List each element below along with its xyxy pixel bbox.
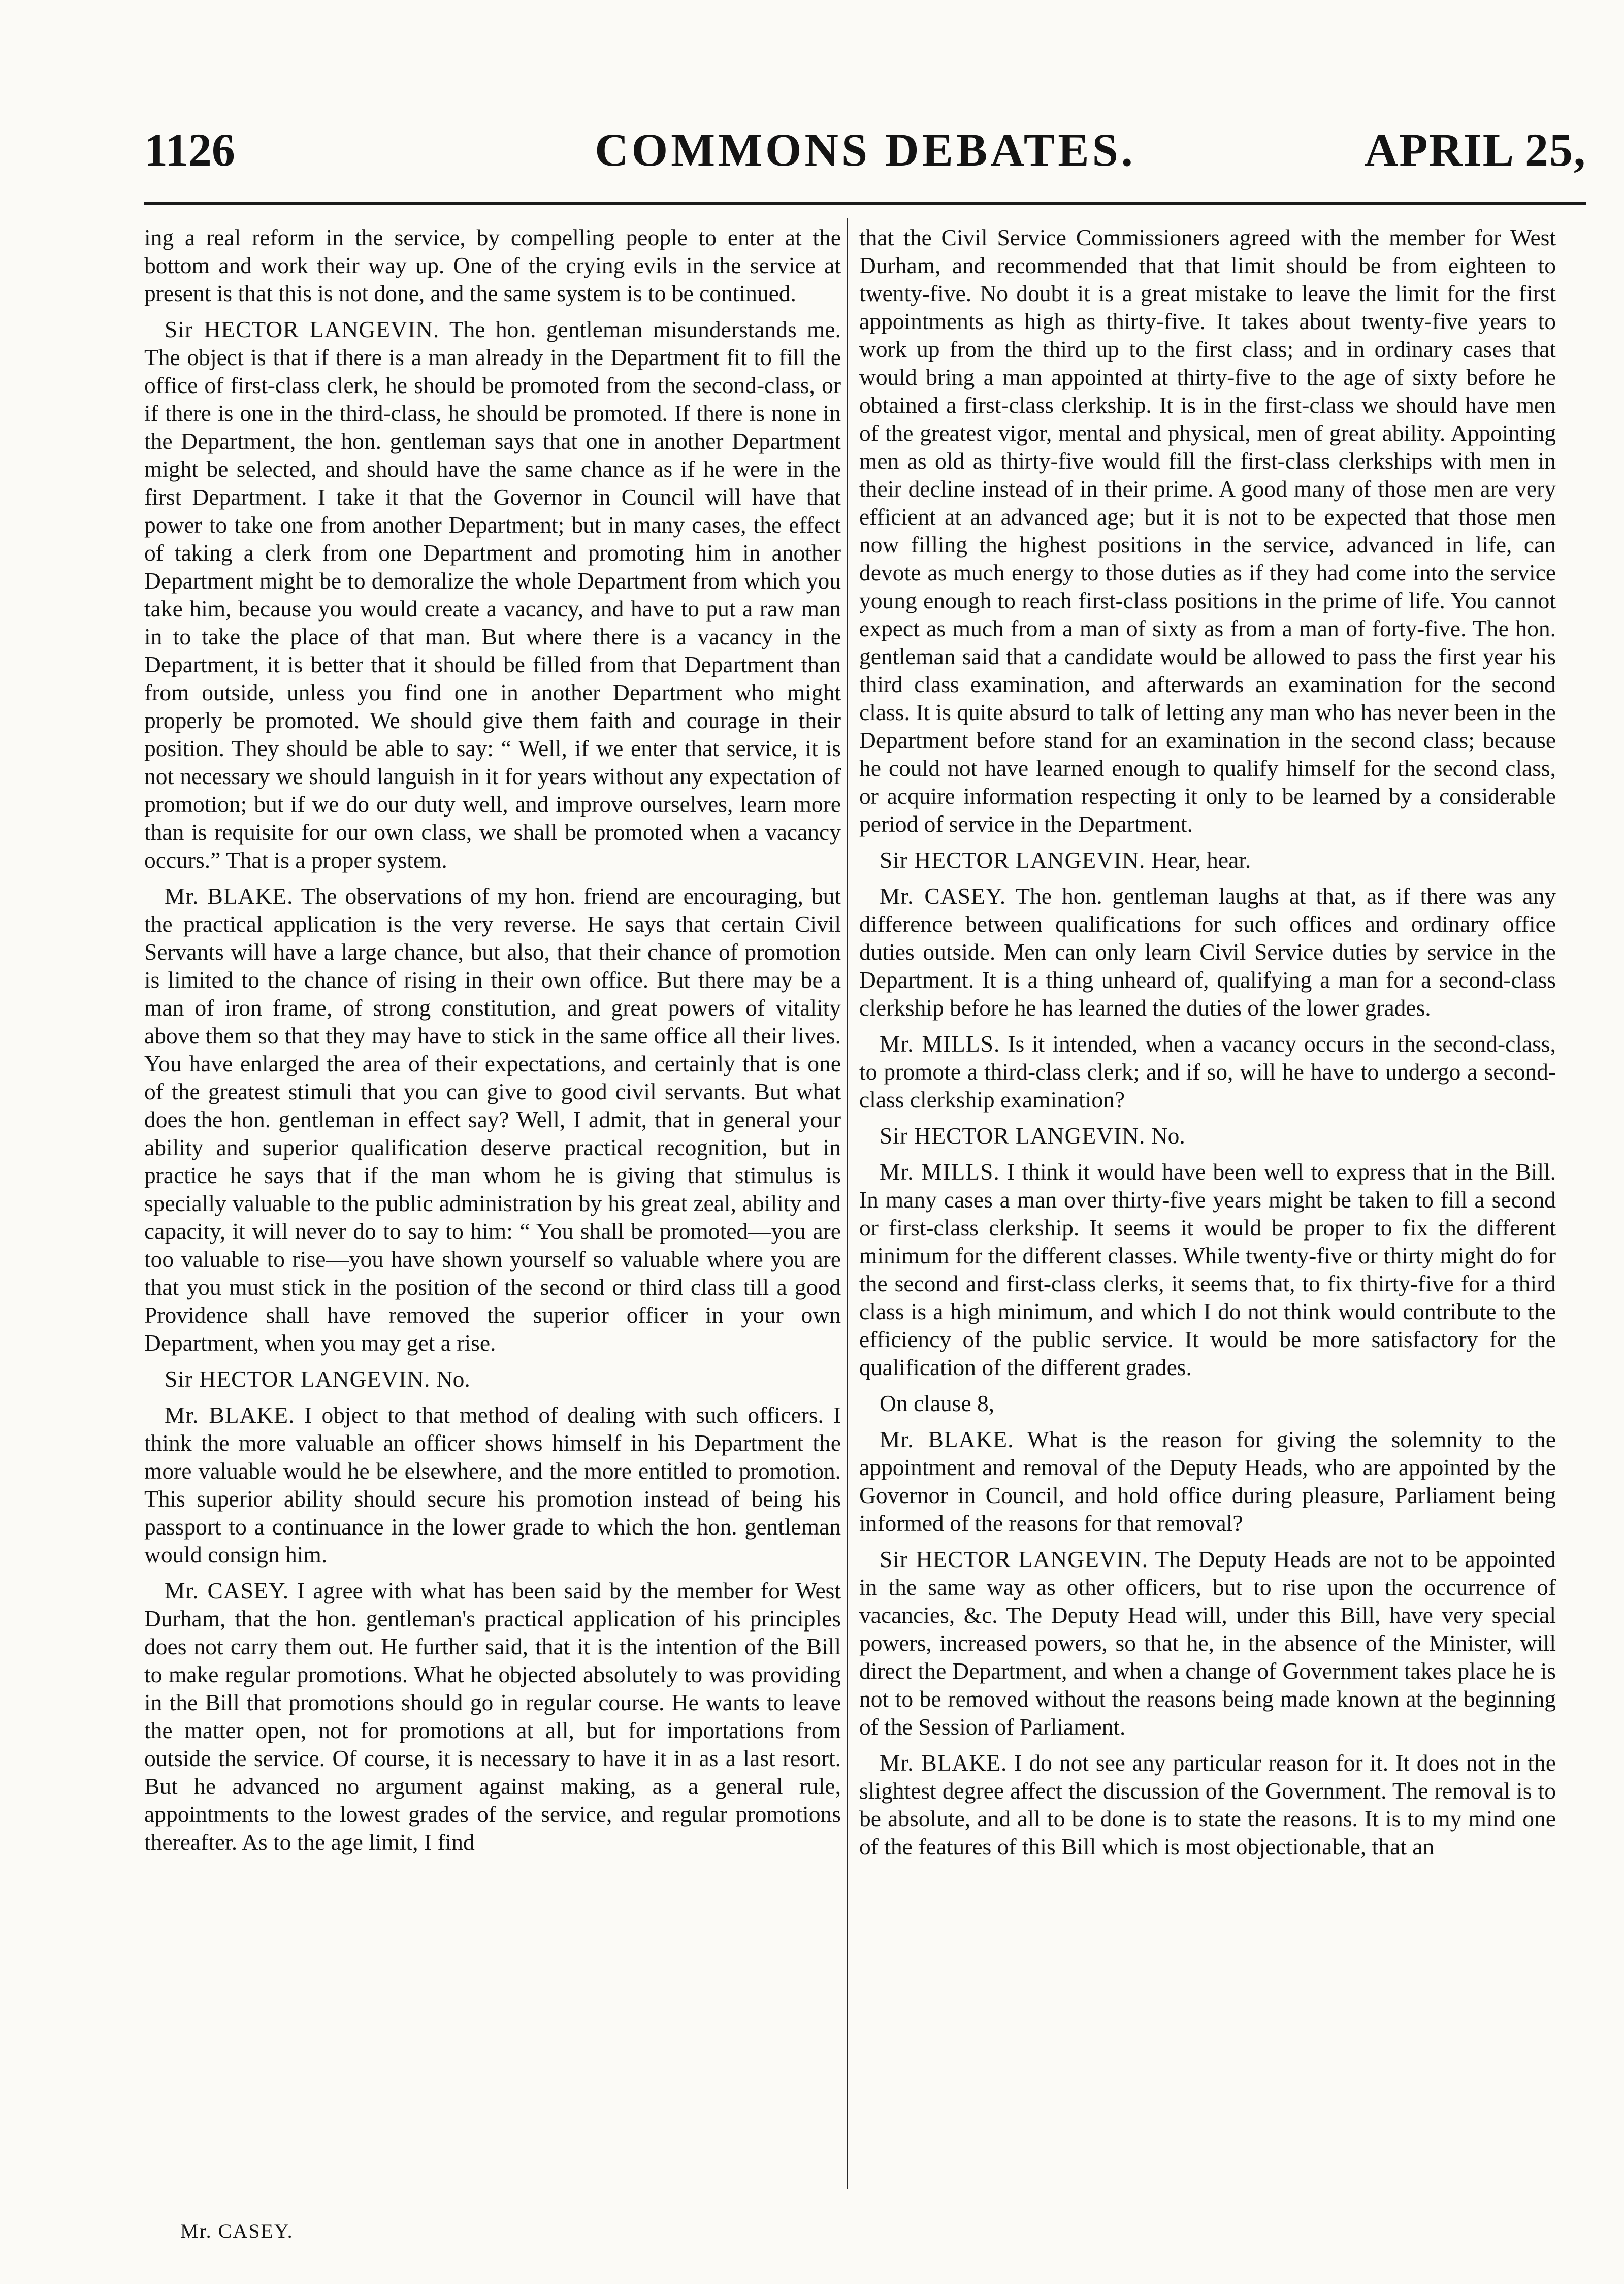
speech-text: The observations of my hon. friend are encouraging, but the practical application is the very reverse. He says that certain Civil Servants will have a large chance, but also, that their chance of promotion is limited to the chance of rising in their own office. But there may be a man of iron frame, of strong constitution, and great powers of vitality above them so that they may have to stick in the same office all their lives. You have enlarged the area of their expectations, and certainly that is one of the greatest stimuli that you can give to good civil servants. But what does the hon. gentleman in effect say? Well, I admit, that in general your ability and superior qualification deserve practical recognition, but in practice he says that if the man whom he is giving that stimulus is specially valuable to the public administration by his great zeal, ability and capacity, it will never do to say to him: “ You shall be promoted—you are too valuable to rise—you have shown yourself so valuable where you are that you must stick in the position of the second or third class till a good Providence shall have removed the superior officer in your own Department, when you may get a rise. bbox=[144, 883, 841, 1356]
speech-paragraph bbox=[859, 1425, 1556, 1537]
footer-speaker-name: Mr. CASEY. bbox=[180, 2220, 294, 2242]
speech-paragraph bbox=[144, 223, 841, 307]
speech-text: The Deputy Heads are not to be appointed in the same way as other officers, but to rise upon the occurrence of vacancies, &c. The Deputy Head will, under this Bill, have very special powers, increased powers, so that he, in the absence of the Minister, will direct the Department, and when a change of Government takes place he is not to be removed without the reasons being made known at the beginning of the Session of Parliament. bbox=[859, 1546, 1556, 1740]
speaker-name: Mr. CASEY. bbox=[880, 883, 1006, 909]
speaker-name: Mr. MILLS. bbox=[880, 1031, 1000, 1057]
header-rule bbox=[144, 202, 1586, 205]
speech-text: The hon. gentleman laughs at that, as if there was any difference between qualifications for such offices and ordinary office duties outside. Men can only learn Civil Service duties by service in the Department. It is a thing unheard of, qualifying a man for a second-class clerkship before he has learned the duties of the lower grades. bbox=[859, 883, 1556, 1021]
speech-paragraph bbox=[144, 882, 841, 1357]
speech-paragraph bbox=[859, 1158, 1556, 1381]
speech-paragraph bbox=[859, 1030, 1556, 1114]
speaker-name: Mr. BLAKE. bbox=[880, 1750, 1008, 1776]
speech-paragraph bbox=[859, 223, 1556, 838]
speech-paragraph bbox=[144, 315, 841, 874]
speaker-name: Mr. BLAKE. bbox=[880, 1426, 1014, 1452]
speech-text: that the Civil Service Commissioners agreed with the member for West Durham, and recommended that that limit should be from eighteen to twenty-five. No doubt it is a great mistake to leave the limit for the first appointments as high as thirty-five. It takes about twenty-five years to work up from the third up to the first class; and in ordinary cases that would bring a man appointed at thirty-five to the age of sixty before he obtained a first-class clerkship. It is in the first-class we should have men of the greatest vigor, mental and physical, men of great ability. Appointing men as old as thirty-five would fill the first-class clerkships with men in their decline instead of in their prime. A good many of those men are very efficient at an advanced age; but it is not to be expected that those men now filling the highest positions in the service, advanced in life, can devote as much energy to those duties as if they had come into the service young enough to reach first-class positions in the prime of life. You cannot expect as much from a man of sixty as from a man of forty-five. The hon. gentleman said that a candidate would be allowed to pass the first year his third class examination, and afterwards an examination for the second class. It is quite absurd to talk of letting any man who has never been in the Department before stand for an examination in the second class; because he could not have learned enough to qualify himself for the second class, or acquire information respecting it only to be learned by a considerable period of service in the Department. bbox=[859, 224, 1556, 837]
speech-text: I do not see any particular reason for it. It does not in the slightest degree affect the discussion of the Government. The removal is to be absolute, and all to be done is to state the reasons. It is to my mind one of the features of this Bill which is most objectionable, that an bbox=[859, 1750, 1556, 1859]
speech-text: ing a real reform in the service, by compelling people to enter at the bottom and work their way up. One of the crying evils in the service at present is that this is not done, and the same system is to be continued. bbox=[144, 224, 841, 306]
page-number: 1126 bbox=[144, 124, 235, 176]
speech-paragraph bbox=[144, 1365, 841, 1393]
speech-paragraph bbox=[859, 1749, 1556, 1861]
speech-paragraph bbox=[859, 1545, 1556, 1741]
speech-text: I think it would have been well to express that in the Bill. In many cases a man over thirty-five years might be taken to fill a second or first-class clerkship. It seems it would be proper to fix the different minimum for the different classes. While twenty-five or thirty might do for the second and first-class clerks, it seems that, to fix thirty-five for a third class is a high minimum, and which I do not think would contribute to the efficiency of the public service. It would be more satisfactory for the qualification of the different grades. bbox=[859, 1159, 1556, 1380]
speaker-name: Sir HECTOR LANGEVIN. bbox=[880, 847, 1146, 873]
right-column bbox=[859, 223, 1556, 1869]
header-date: APRIL 25, bbox=[1364, 124, 1586, 176]
speech-text: No. bbox=[1151, 1123, 1185, 1149]
running-title: COMMONS DEBATES. bbox=[595, 124, 1136, 176]
speech-paragraph bbox=[859, 882, 1556, 1022]
speaker-name: Sir HECTOR LANGEVIN. bbox=[880, 1123, 1146, 1149]
speech-paragraph bbox=[859, 846, 1556, 874]
speech-text: No. bbox=[436, 1366, 470, 1392]
speech-paragraph bbox=[859, 1389, 1556, 1417]
speaker-name: Sir HECTOR LANGEVIN. bbox=[165, 316, 440, 342]
speaker-name: Mr. MILLS. bbox=[880, 1159, 1000, 1185]
speech-text: On clause 8, bbox=[880, 1390, 995, 1416]
speaker-name: Sir HECTOR LANGEVIN. bbox=[880, 1546, 1149, 1572]
speaker-name: Sir HECTOR LANGEVIN. bbox=[165, 1366, 431, 1392]
left-column bbox=[144, 223, 841, 1864]
speech-text: Is it intended, when a vacancy occurs in the second-class, to promote a third-class clerk; and if so, will he have to undergo a second-class clerkship examination? bbox=[859, 1031, 1556, 1113]
speech-paragraph bbox=[144, 1577, 841, 1856]
page-header bbox=[144, 118, 1586, 184]
speech-text: I object to that method of dealing with such officers. I think the more valuable an officer shows himself in his Department the more valuable would he be elsewhere, and the more entitled to promotion. This superior ability should secure his promotion instead of being his passport to a continuance in the lower grade to which the hon. gentleman would consign him. bbox=[144, 1402, 841, 1568]
speaker-name: Mr. BLAKE. bbox=[165, 1402, 295, 1428]
speech-paragraph bbox=[859, 1122, 1556, 1150]
column-divider bbox=[847, 218, 848, 2189]
speech-text: Hear, hear. bbox=[1151, 847, 1251, 873]
speech-text: The hon. gentleman misunderstands me. The object is that if there is a man already in the Department fit to fill the office of first-class clerk, he should be promoted from the second-class, or if there is one in the third-class, he should be promoted. If there is none in the Department, the hon. gentleman says that one in another Department might be selected, and should have the same chance as if he were in the first Department. I take it that the Governor in Council will have that power to take one from another Department; but in many cases, the effect of taking a clerk from one Department and promoting him in another Department might be to demoralize the whole Department from which you take him, because you would create a vacancy, and have to put a raw man in to take the place of that man. But where there is a vacancy in the Department, it is better that it should be filled from that Department than from outside, unless you find one in another Department who might properly be promoted. We should give them faith and courage in their position. They should be able to say: “ Well, if we enter that service, it is not necessary we should languish in it for years without any expectation of promotion; but if we do our duty well, and improve ourselves, learn more than is requisite for our own class, we shall be promoted when a vacancy occurs.” That is a proper system. bbox=[144, 316, 841, 873]
speech-paragraph bbox=[144, 1401, 841, 1569]
speech-text: What is the reason for giving the solemnity to the appointment and removal of the Deputy Heads, who are appointed by the Governor in Council, and hold office during pleasure, Parliament being informed of the reasons for that removal? bbox=[859, 1426, 1556, 1536]
speaker-name: Mr. BLAKE. bbox=[165, 883, 294, 909]
speaker-name: Mr. CASEY. bbox=[165, 1578, 289, 1604]
speech-text: I agree with what has been said by the member for West Durham, that the hon. gentleman's practical application of his principles does not carry them out. He further said, that it is the intention of the Bill to make regular promotions. What he objected absolutely to was providing in the Bill that promotions should go in regular course. He wants to leave the matter open, not for promotions at all, but for importations from outside the service. Of course, it is necessary to have it in as a last resort. But he advanced no argument against making, as a general rule, appointments to the lowest grades of the service, and regular promotions thereafter. As to the age limit, I find bbox=[144, 1578, 841, 1855]
